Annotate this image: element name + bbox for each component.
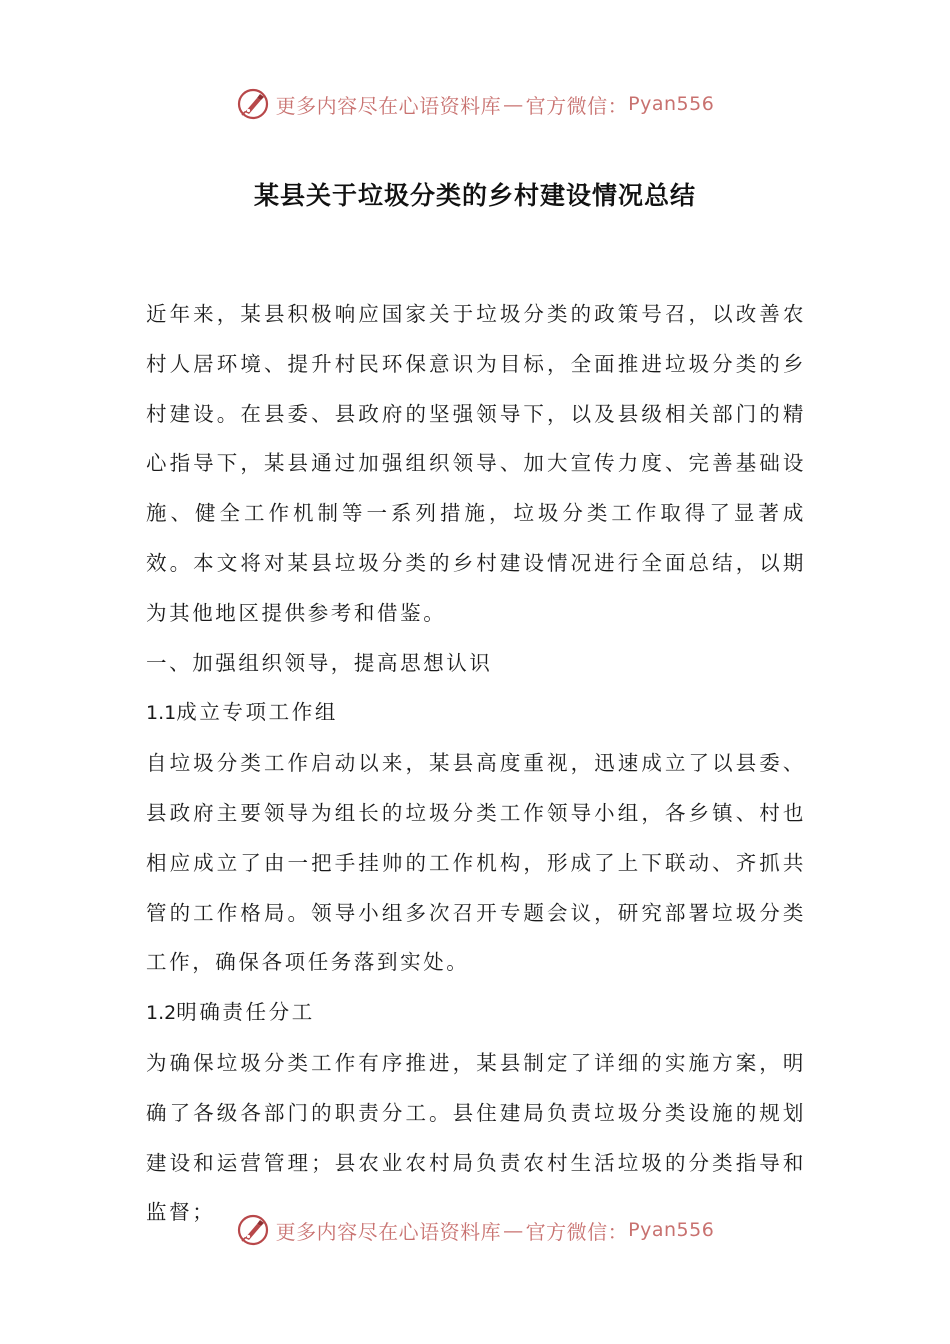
watermark-wechat-id: Pyan556 [628, 1219, 715, 1241]
watermark-separator: — [503, 92, 524, 116]
watermark-text: 更多内容尽在心语资料库 [275, 1219, 502, 1244]
pen-nib-logo-icon [236, 87, 270, 121]
subsection-1-1-paragraph: 自垃圾分类工作启动以来，某县高度重视，迅速成立了以县委、县政府主要领导为组长的垃圾分类工作领导小组，各乡镇、村也相应成立了由一把手挂帅的工作机构，形成了上下联动、齐抓共管的工作格局。领导小组多次召开专题会议，研究部署垃圾分类工作，确保各项任务落到实处。 [146, 751, 806, 975]
section-1-heading: 一、加强组织领导，提高思想认识 [146, 650, 493, 675]
subsection-1-1-number: 1.1 [146, 702, 177, 725]
subsection-1-2-heading [146, 988, 806, 1039]
watermark-separator: — [503, 1218, 524, 1242]
watermark-wechat-label: 官方微信： [525, 93, 629, 118]
watermark-wechat-id: Pyan556 [628, 93, 715, 115]
footer-watermark [0, 1208, 950, 1252]
subsection-1-1-heading [146, 688, 806, 739]
subsection-1-2-paragraph: 为确保垃圾分类工作有序推进，某县制定了详细的实施方案，明确了各级各部门的职责分工。县住建局负责垃圾分类设施的规划建设和运营管理；县农业农村局负责农村生活垃圾的分类指导和监督； [146, 1050, 806, 1225]
watermark-wechat-label: 官方微信： [525, 1219, 629, 1244]
document-title: 某县关于垃圾分类的乡村建设情况总结 [253, 181, 696, 210]
document-body [146, 290, 806, 1238]
subsection-1-2-title: 明确责任分工 [176, 1000, 315, 1025]
watermark-text: 更多内容尽在心语资料库 [275, 93, 502, 118]
subsection-1-2-number: 1.2 [146, 1002, 177, 1025]
intro-paragraph: 近年来，某县积极响应国家关于垃圾分类的政策号召，以改善农村人居环境、提升村民环保意识为目标，全面推进垃圾分类的乡村建设。在县委、县政府的坚强领导下，以及县级相关部门的精心指导下，某县通过加强组织领导、加大宣传力度、完善基础设施、健全工作机制等一系列措施，垃圾分类工作取得了显著成效。本文将对某县垃圾分类的乡村建设情况进行全面总结，以期为其他地区提供参考和借鉴。 [146, 302, 806, 625]
subsection-1-1-title: 成立专项工作组 [176, 700, 338, 725]
header-watermark [0, 82, 950, 126]
pen-nib-logo-icon [236, 1213, 270, 1247]
